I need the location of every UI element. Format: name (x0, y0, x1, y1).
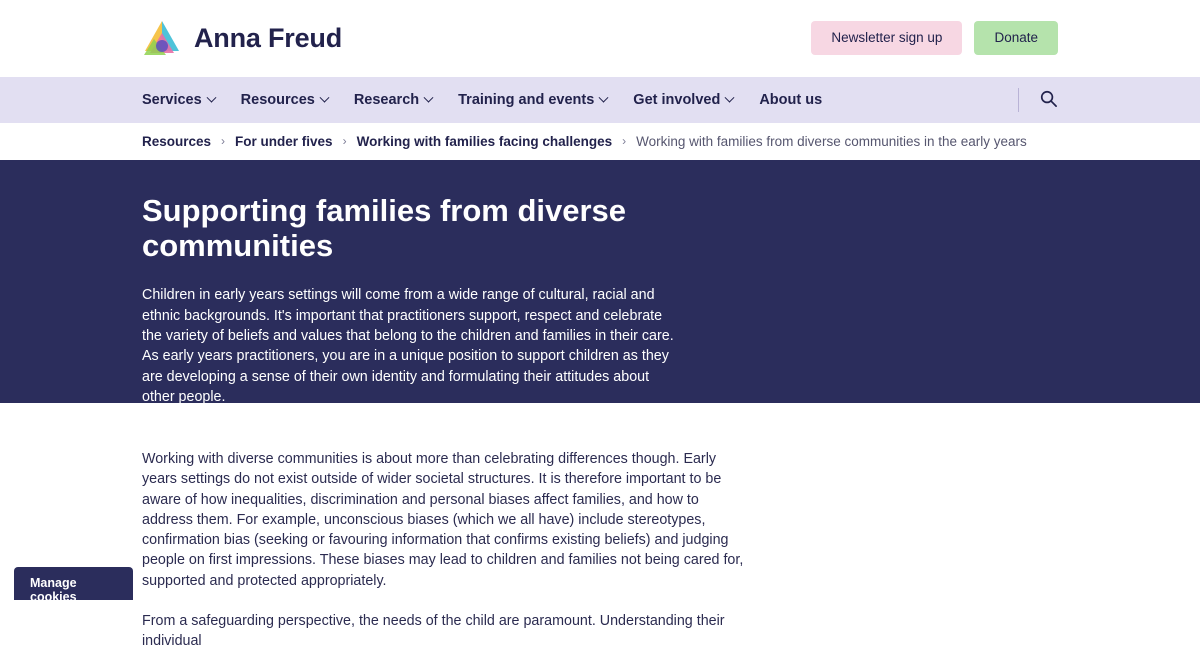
chevron-down-icon (725, 92, 735, 102)
nav-item-label: About us (759, 92, 823, 108)
nav-item-training-and-events[interactable] (458, 92, 607, 108)
breadcrumb-separator-icon: › (221, 133, 226, 148)
nav-item-get-involved[interactable] (633, 92, 733, 108)
search-button[interactable] (1039, 89, 1058, 111)
nav-item-services[interactable] (142, 92, 215, 108)
nav-item-label: Services (142, 92, 202, 108)
hero-banner (0, 160, 1200, 403)
header-actions (811, 21, 1058, 55)
nav-items (142, 92, 822, 108)
anna-freud-logo-icon (142, 19, 182, 59)
nav-item-label: Resources (240, 92, 315, 108)
breadcrumb-item-for-under-fives[interactable]: For under fives (235, 134, 333, 149)
breadcrumb-separator-icon: › (342, 133, 347, 148)
breadcrumb-item-current: Working with families from diverse communities in the early years (636, 134, 1027, 149)
body-paragraph: From a safeguarding perspective, the needs of the child are paramount. Understanding their individual (142, 613, 725, 650)
chevron-down-icon (599, 92, 609, 102)
body-paragraph: Working with diverse communities is about more than celebrating differences though. Early years settings do not exist outside of wider societal structures. It is therefore important to be aware of how inequalities, discrimination and personal biases affect families, and how to address them. For example, unconscious biases (which we all have) include stereotypes, confirmation bias (seeking or favouring information that confirms existing beliefs) and judging people on first impressions. These biases may lead to children and families not being cared for, supported and protected appropriately. (142, 451, 744, 589)
nav-item-label: Training and events (458, 92, 595, 108)
nav-item-label: Get involved (633, 92, 721, 108)
nav-item-resources[interactable] (241, 92, 328, 108)
breadcrumb-item-resources[interactable]: Resources (142, 134, 212, 149)
search-icon (1039, 89, 1058, 111)
nav-right (1018, 88, 1058, 112)
hero-intro-text: Children in early years settings will come from a wide range of cultural, racial and ethnic backgrounds. It's important that practitioners support, respect and celebrate the variety of beliefs and values that belong to the children and families in their care. As early years practitioners, you are in a unique position to support children as they are developing a sense of their own identity and formulating their attitudes about other people. (142, 287, 674, 405)
manage-cookies-button[interactable]: Manage cookies (14, 567, 133, 600)
chevron-down-icon (206, 92, 216, 102)
main-navigation (0, 77, 1200, 123)
chevron-down-icon (319, 92, 329, 102)
newsletter-signup-button[interactable]: Newsletter sign up (811, 21, 962, 55)
nav-item-label: Research (353, 92, 420, 108)
breadcrumb-item-working-with-families-facing-challenges[interactable]: Working with families facing challenges (356, 134, 613, 149)
chevron-down-icon (424, 92, 434, 102)
nav-divider (1018, 88, 1019, 112)
site-header (0, 0, 1200, 77)
article-body (0, 403, 1200, 652)
page-title: Supporting families from diverse communities (142, 193, 627, 263)
breadcrumb-separator-icon: › (622, 133, 627, 148)
donate-button[interactable]: Donate (974, 21, 1058, 55)
nav-item-research[interactable] (354, 92, 432, 108)
breadcrumb (0, 123, 1200, 160)
brand-logo-link[interactable] (142, 19, 342, 59)
nav-item-about-us[interactable] (759, 92, 822, 108)
brand-name: Anna Freud (194, 23, 343, 53)
